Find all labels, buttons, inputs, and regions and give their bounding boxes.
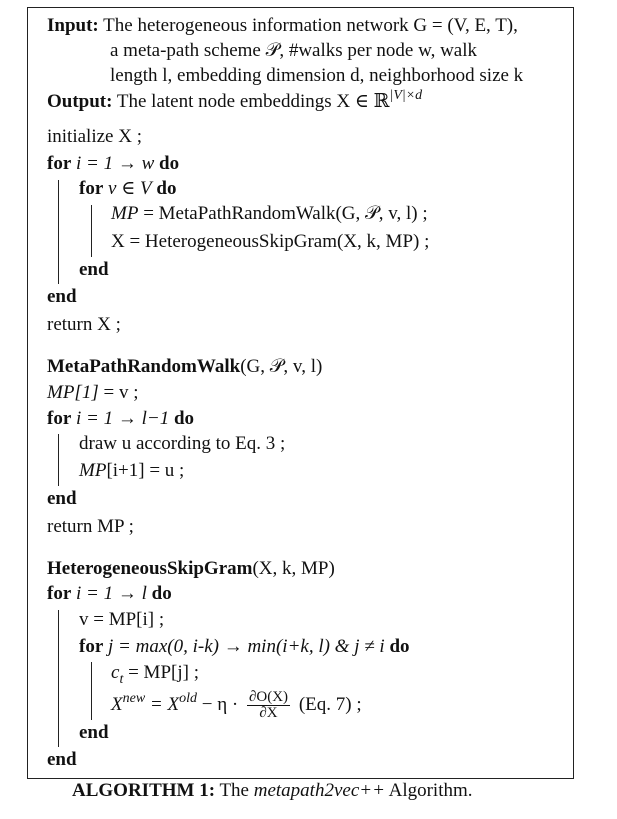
walk-draw-line: draw u according to Eq. 3 ;	[79, 433, 286, 454]
walk-init-line: MP[1] = v ;	[47, 382, 139, 403]
skipgram-ct-assign: $c_t = MP[j]$ ;	[111, 662, 199, 687]
walk-signature: MetaPathRandomWalk(G, 𝒫, v, l)	[47, 356, 323, 377]
mp-assign-line: MP = MetaPathRandomWalk(G, 𝒫, v, l) ;	[111, 203, 428, 224]
return-line: return X ;	[47, 314, 121, 335]
algorithm-caption: ALGORITHM 1: The metapath2vec++ Algorithm.	[72, 780, 473, 801]
skipgram-v-assign: v = MP[i] ;	[79, 609, 165, 630]
walk-assign-line: MP[i+1] = u ;	[79, 460, 185, 481]
walk-return: return MP ;	[47, 516, 134, 537]
end-outer: end	[47, 286, 77, 307]
input-line-3: length l, embedding dimension d, neighborhood size k	[110, 65, 524, 86]
output-line: Output: The latent node embeddings X ∈ ℝ$^{|V|\times d}$	[47, 88, 423, 112]
input-line-1: Input: The heterogeneous information network G = (V, E, T),	[47, 15, 518, 36]
skipgram-for-inner: for j = max(0, i-k) → min(i+k, l) & j ≠ i do	[79, 636, 410, 657]
block-bar-skipgram-inner	[91, 662, 92, 720]
for-loop-walks: for i = 1 → w do	[47, 153, 180, 174]
block-bar-walk	[58, 434, 59, 486]
for-loop-nodes: for v ∈ V do	[79, 178, 177, 199]
block-bar-for1	[58, 180, 59, 284]
skipgram-update-line: $X^{new} = X^{old} - \eta$ · $\frac{\partial O(X)}{\partial X}$ (Eq. 7) ;	[111, 689, 362, 722]
skipgram-signature: HeterogeneousSkipGram(X, k, MP)	[47, 558, 335, 579]
input-line-2: a meta-path scheme 𝒫, #walks per node w, walk	[110, 40, 478, 61]
walk-end: end	[47, 488, 77, 509]
skipgram-end-inner: end	[79, 722, 109, 743]
block-bar-for2	[91, 205, 92, 257]
block-bar-skipgram-outer	[58, 610, 59, 747]
init-line: initialize X ;	[47, 126, 142, 147]
walk-for-loop: for i = 1 → l−1 do	[47, 408, 195, 429]
skipgram-for-outer: for i = 1 → l do	[47, 583, 172, 604]
end-inner: end	[79, 259, 109, 280]
skipgram-end-outer: end	[47, 749, 77, 770]
gradient-fraction: $\frac{\partial O(X)}{\partial X}$	[248, 689, 289, 722]
x-assign-line: X = HeterogeneousSkipGram(X, k, MP) ;	[111, 231, 430, 252]
